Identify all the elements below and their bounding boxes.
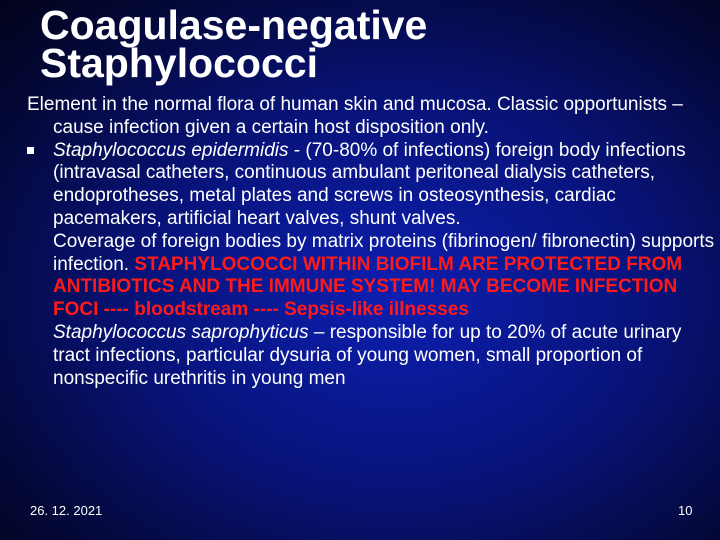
saprophyticus-paragraph xyxy=(27,322,717,390)
bullet-icon xyxy=(27,147,34,154)
epidermidis-name: Staphylococcus epidermidis xyxy=(53,139,289,161)
title-line-1: Coagulase-negative xyxy=(40,2,428,48)
intro-text: Element in the normal flora of human skin and mucosa. Classic opportunists – cause infection given a certain host disposition only. xyxy=(27,94,683,138)
slide-body xyxy=(27,94,717,390)
intro-paragraph xyxy=(27,94,717,140)
title-line-2: Staphylococci xyxy=(40,40,318,86)
saprophyticus-text: – responsible for up to 20% of acute urinary tract infections, particular dysuria of young women, small proportion of nonspecific urethritis in young men xyxy=(53,321,682,389)
coverage-text: Coverage of foreign bodies by matrix proteins (fibrinogen/ fibronectin) supports infection. xyxy=(53,230,715,275)
footer-date: 26. 12. 2021 xyxy=(30,503,103,518)
biofilm-warning: STAPHYLOCOCCI WITHIN BIOFILM ARE PROTECTED FROM ANTIBIOTICS AND THE IMMUNE SYSTEM! MAY BECOME INFECTION FOCI ---- bloodstream ---- Sepsis-like illnesses xyxy=(53,253,683,321)
coverage-paragraph xyxy=(27,231,717,322)
page-number: 10 xyxy=(678,503,693,518)
epidermidis-text: - (70-80% of infections) foreign body infections (intravasal catheters, continuous ambulant peritoneal dialysis catheters, endoprotheses, metal plates and screws in osteosynthesis, cardiac pacemakers, artificial heart valves, shunt valves. xyxy=(53,139,686,229)
saprophyticus-name: Staphylococcus saprophyticus xyxy=(53,321,309,343)
slide-title xyxy=(40,2,640,86)
epidermidis-paragraph xyxy=(27,140,717,231)
